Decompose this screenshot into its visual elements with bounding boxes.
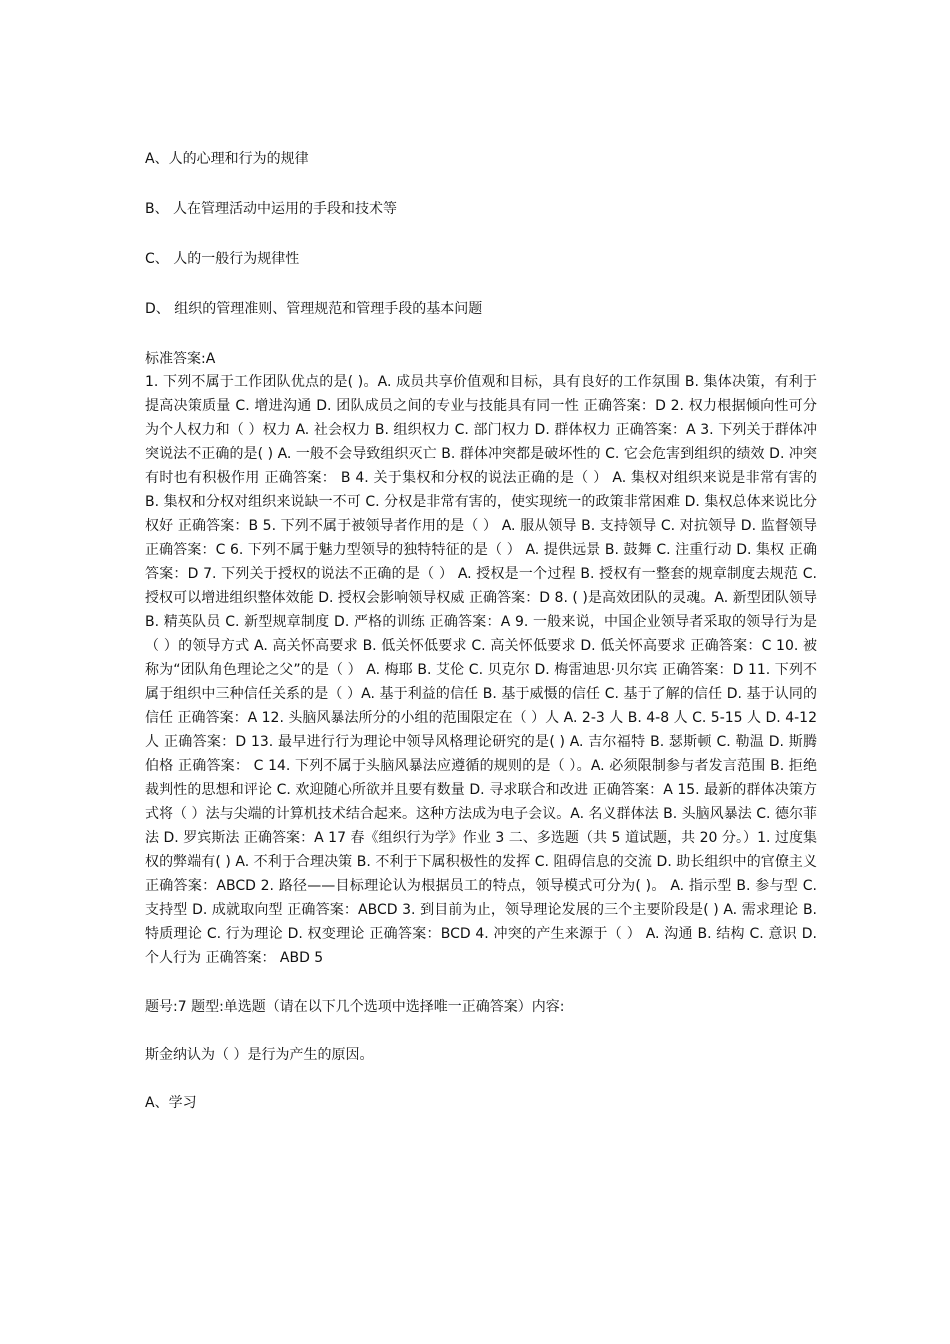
document-content [145,148,817,1114]
option-c: C、 人的一般行为规律性 [145,251,300,267]
option-a-learning: A、学习 [145,1095,197,1111]
option-a: A、人的心理和行为的规律 [145,151,309,167]
question-text: 斯金纳认为（ ）是行为产生的原因。 [145,1047,374,1063]
standard-answer: 标准答案:A [145,351,216,367]
option-d: D、 组织的管理准则、管理规范和管理手段的基本问题 [145,301,483,317]
questions-paragraph: 1. 下列不属于工作团队优点的是( )。A. 成员共享价值观和目标，具有良好的工作氛围 B. 集体决策，有利于提高决策质量 C. 增进沟通 D. 团队成员之间的专业与技能具有同一性 正确答案：D 2. 权力根据倾向性可分为个人权力和（ ）权力 A. 社会权力 B. 组织权力 C. 部门权力 D. 群体权力 正确答案：A 3. 下列关于群体冲突说法不正确的是( ) A. 一般不会导致组织灭亡 B. 群体冲突都是破坏性的 C. 它会危害到组织的绩效 D. 冲突有时也有积极作用 正确答案： B 4. 关于集权和分权的说法正确的是（ ） A. 集权对组织来说是非常有害的 B. 集权和分权对组织来说缺一不可 C. 分权是非常有害的，使实现统一的政策非常困难 D. 集权总体来说比分权好 正确答案：B 5. 下列不属于被领导者作用的是（ ） A. 服从领导 B. 支持领导 C. 对抗领导 D. 监督领导 正确答案：C 6. 下列不属于魅力型领导的独特特征的是（ ） A. 提供远景 B. 鼓舞 C. 注重行动 D. 集权 正确答案：D 7. 下列关于授权的说法不正确的是（ ） A. 授权是一个过程 B. 授权有一整套的规章制度去规范 C. 授权可以增进组织整体效能 D. 授权会影响领导权威 正确答案：D 8. ( )是高效团队的灵魂。A. 新型团队领导 B. 精英队员 C. 新型规章制度 D. 严格的训练 正确答案：A 9. 一般来说，中国企业领导者采取的领导行为是（ ）的领导方式 A. 高关怀高要求 B. 低关怀低要求 C. 高关怀低要求 D. 低关怀高要求 正确答案：C 10. 被称为“团队角色理论之父”的是（ ） A. 梅耶 B. 艾伦 C. 贝克尔 D. 梅雷迪思·贝尔宾 正确答案：D 11. 下列不属于组织中三种信任关系的是（ ）A. 基于利益的信任 B. 基于威慑的信任 C. 基于了解的信任 D. 基于认同的信任 正确答案：A 12. 头脑风暴法所分的小组的范围限定在（ ）人 A. 2-3 人 B. 4-8 人 C. 5-15 人 D. 4-12 人 正确答案：D 13. 最早进行行为理论中领导风格理论研究的是( ) A. 吉尔福特 B. 瑟斯顿 C. 勒温 D. 斯腾伯格 正确答案： C 14. 下列不属于头脑风暴法应遵循的规则的是（ ）。A. 必须限制参与者发言范围 B. 拒绝裁判性的思想和评论 C. 欢迎随心所欲并且要有数量 D. 寻求联合和改进 正确答案：A 15. 最新的群体决策方式将（ ）法与尖端的计算机技术结合起来。这种方法成为电子会议。A. 名义群体法 B. 头脑风暴法 C. 德尔菲法 D. 罗宾斯法 正确答案：A 17 春《组织行为学》作业 3 二、多选题（共 5 道试题，共 20 分。）1. 过度集权的弊端有( ) A. 不利于合理决策 B. 不利于下属积极性的发挥 C. 阻碍信息的交流 D. 助长组织中的官僚主义 正确答案：ABCD 2. 路径——目标理论认为根据员工的特点，领导模式可分为( )。 A. 指示型 B. 参与型 C. 支持型 D. 成就取向型 正确答案：ABCD 3. 到目前为止，领导理论发展的三个主要阶段是( ) A. 需求理论 B. 特质理论 C. 行为理论 D. 权变理论 正确答案：BCD 4. 冲突的产生来源于（ ） A. 沟通 B. 结构 C. 意识 D. 个人行为 正确答案： ABD 5 [145,374,817,966]
question-meta: 题号:7 题型:单选题（请在以下几个选项中选择唯一正确答案）内容: [145,999,565,1015]
option-b: B、 人在管理活动中运用的手段和技术等 [145,201,398,217]
